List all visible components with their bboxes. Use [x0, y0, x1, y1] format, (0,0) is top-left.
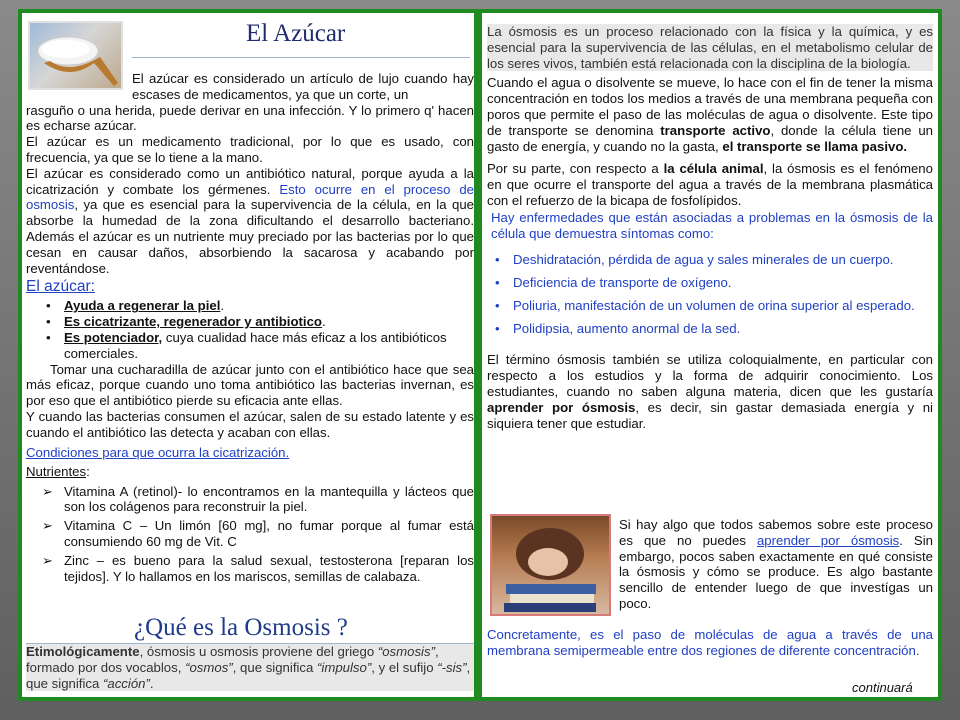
right-panel — [478, 9, 942, 701]
etym-a: , ósmosis u osmosis proviene del griego — [139, 644, 378, 659]
colloq-bold: aprender por ósmosis — [487, 399, 636, 415]
arrow-icon: ➢ — [42, 483, 54, 499]
nutrients-list — [26, 484, 474, 585]
cell-a: Por su parte, con respecto a — [487, 161, 664, 177]
list-item: • Deshidratación, pérdida de agua y sales minerales de un cuerpo. — [495, 252, 894, 268]
learn-osmosis-link[interactable]: aprender por ósmosis — [756, 532, 900, 548]
sugar-heading — [26, 278, 474, 296]
water-paragraph — [487, 75, 933, 154]
spoon-paragraph: Tomar una cucharadilla de azúcar junto con el antibiótico hace que sea más eficaz, porque cuando uno toma antibiótico las bacterias invernan, es por eso que el antibiótico pierde su eficacia ante ellas. — [26, 361, 474, 409]
student-sleeping-image — [490, 514, 611, 616]
list-item: • Ayuda a regenerar la piel. — [46, 298, 225, 314]
colloquial-paragraph — [487, 352, 933, 431]
benefit-3-rest: cuya cualidad hace más eficaz a los antibióticos comerciales. — [64, 329, 447, 361]
medicine-paragraph: El azúcar es un medicamento tradicional, por lo que es usado, con frecuencia, ya que se lo tiene a la mano. — [26, 134, 474, 165]
list-item — [26, 553, 474, 585]
arrow-icon: ➢ — [42, 552, 54, 568]
antibiotic-paragraph — [26, 166, 474, 277]
title-divider — [132, 57, 470, 58]
intro-paragraph-b: rasguño o una herida, puede derivar en una infección. Y lo primero q' hacen es echarse azúcar. — [26, 102, 474, 134]
concrete-paragraph: Concretamente, es el paso de moléculas de agua a través de una membrana semipermeable entre dos regiones de diferente concentración. — [487, 627, 933, 658]
student-books-icon — [492, 516, 609, 614]
continues-label: continuará — [852, 680, 913, 695]
etym-b: “osmosis” — [377, 644, 435, 659]
page-title: El Azúcar — [246, 20, 346, 47]
learn-a: Si hay algo que todos sabemos sobre este proceso es que no puedes — [619, 517, 933, 548]
etym-k: . — [149, 675, 154, 691]
etym-h: “-sis” — [437, 659, 467, 675]
list-item: • Es potenciador, cuya cualidad hace más eficaz a los antibióticos comerciales. — [46, 329, 447, 361]
list-item — [26, 484, 474, 516]
water-a: Cuando el agua o disolvente se mueve, lo hace con el fin de tener la misma concentración en todos los medios a través de una membrana pequeña con poros que permite el paso de las moléculas de agua o disolvente. Este tipo de transporte se denomina — [487, 75, 933, 138]
intro-text-a: El azúcar es considerado un artículo de lujo cuando hay escases de medicamentos, ya que un corte, un — [132, 71, 474, 102]
benefit-1: Ayuda a regenerar la piel — [64, 298, 221, 314]
osmosis-title: ¿Qué es la Osmosis ? — [134, 614, 348, 641]
etym-g: , y el sufijo — [371, 659, 438, 675]
cell-bold: la célula animal — [663, 161, 764, 177]
disease-3: Poliuria, manifestación de un volumen de orina superior al esperado. — [513, 298, 915, 314]
etymology-paragraph — [26, 644, 474, 691]
learn-paragraph — [619, 517, 933, 612]
cell-c: , la ósmosis es el fenómeno en que ocurre el transporte del agua a través de la membrana plasmática con el refuerzo de la bicapa de fosfolípidos. — [487, 161, 933, 208]
sugar-heading-link[interactable]: El azúcar: — [26, 278, 95, 296]
right-body — [487, 24, 933, 431]
healing-conditions-link[interactable]: Condiciones para que ocurra la cicatrización. — [26, 444, 290, 460]
animal-cell-paragraph — [487, 161, 933, 208]
etym-i: , que significa — [26, 659, 471, 691]
antibiotic-text-a: El azúcar es considerado como un antibiótico natural, porque ayuda a la cicatrización y combate los gérmenes. — [26, 165, 474, 197]
antibiotic-text-b: , ya que es esencial para la supervivencia de la célula, en la que absorbe la humedad de la zona dificultando el desarrollo bacteriano. Además el azúcar es un nutriente muy preciado por las bacterias por lo que cesan en causar daños, absorbiendo la sacarosa y acabando por reventándose. — [26, 197, 474, 276]
disease-2: Deficiencia de transporte de oxígeno. — [513, 275, 732, 291]
diseases-list — [487, 252, 933, 337]
benefit-1-rest: . — [220, 298, 225, 314]
list-item — [26, 518, 474, 550]
etym-f: “impulso” — [317, 659, 372, 675]
sugar-benefits-list — [26, 298, 474, 361]
nutrients-label: Nutrientes — [26, 463, 87, 479]
list-item: • Poliuria, manifestación de un volumen de orina superior al esperado. — [495, 298, 915, 314]
benefit-2: Es cicatrizante, regenerador y antibiotico — [64, 314, 322, 330]
nutrients-label-row — [26, 463, 474, 481]
left-body — [26, 71, 474, 584]
osmosis-def-paragraph: La ósmosis es un proceso relacionado con la física y la química, y es esencial para la supervivencia de las células, en el metabolismo celular de los seres vivos, también está relacionada con la disciplina de la biología. — [487, 24, 933, 71]
nutrients-colon: : — [86, 463, 90, 479]
left-panel — [18, 9, 478, 701]
etym-d: “osmos” — [185, 659, 233, 675]
etym-c: , formado por dos vocablos, — [26, 644, 439, 675]
list-item: • Polidipsia, aumento anormal de la sed. — [495, 321, 741, 337]
learn-block — [619, 517, 933, 612]
arrow-icon: ➢ — [42, 518, 54, 534]
nutrient-1: Vitamina A (retinol)- lo encontramos en la mantequilla y lácteos que son los colágenos para reconstruir la piel. — [64, 483, 474, 515]
bacteria-paragraph: Y cuando las bacterias consumen el azúcar, salen de su estado latente y es cuando el antibiótico las detecta y acaban con ellas. — [26, 408, 474, 440]
benefit-3: Es potenciador, — [64, 329, 163, 345]
healing-conditions — [26, 444, 474, 462]
concrete-block — [487, 627, 933, 659]
list-item: • Deficiencia de transporte de oxígeno. — [495, 275, 732, 291]
intro-paragraph — [26, 71, 474, 103]
etym-e: , que significa — [232, 659, 318, 675]
etymology-lead: Etimológicamente — [26, 644, 140, 659]
learn-b: . Sin embargo, pocos saben exactamente en qué consiste la ósmosis y cómo se produce. Es algo bastante sencillo de entender luego de que investígas un poco. — [619, 532, 933, 611]
colloq-a: El término ósmosis también se utiliza coloquialmente, en particular con respecto a los estudios y la forma de adquirir conocimiento. Los estudiantes, cuando no saben alguna materia, dicen que les gustaría — [487, 352, 933, 399]
water-bold-passive: el transporte se llama pasivo. — [722, 138, 908, 154]
diseases-intro: Hay enfermedades que están asociadas a problemas en la ósmosis de la célula que demuestra síntomas como: — [491, 209, 933, 241]
disease-1: Deshidratación, pérdida de agua y sales minerales de un cuerpo. — [513, 252, 894, 268]
etymology-block — [26, 644, 474, 691]
list-item: • Es cicatrizante, regenerador y antibiotico. — [46, 314, 326, 330]
disease-4: Polidipsia, aumento anormal de la sed. — [513, 321, 741, 337]
nutrient-2: Vitamina C – Un limón [60 mg], no fumar porque al fumar está consumiendo 60 mg de Vit. C — [64, 518, 474, 549]
etym-j: “acción” — [102, 675, 150, 691]
nutrient-3: Zinc – es bueno para la salud sexual, testosterona [reparan los tejidos]. Y lo hallamos en los mariscos, semillas de calabaza. — [64, 552, 474, 584]
water-c: , donde la célula tiene un gasto de energía, y cuando no la gasta, — [487, 122, 934, 154]
antibiotic-link-text: Esto ocurre en el proceso de osmosis — [26, 181, 475, 213]
water-bold-active: transporte activo — [660, 122, 771, 138]
colloq-c: , es decir, sin gastar demasiada energía y ni siquiera tener que estudiar. — [487, 399, 933, 431]
benefit-2-rest: . — [321, 314, 326, 330]
